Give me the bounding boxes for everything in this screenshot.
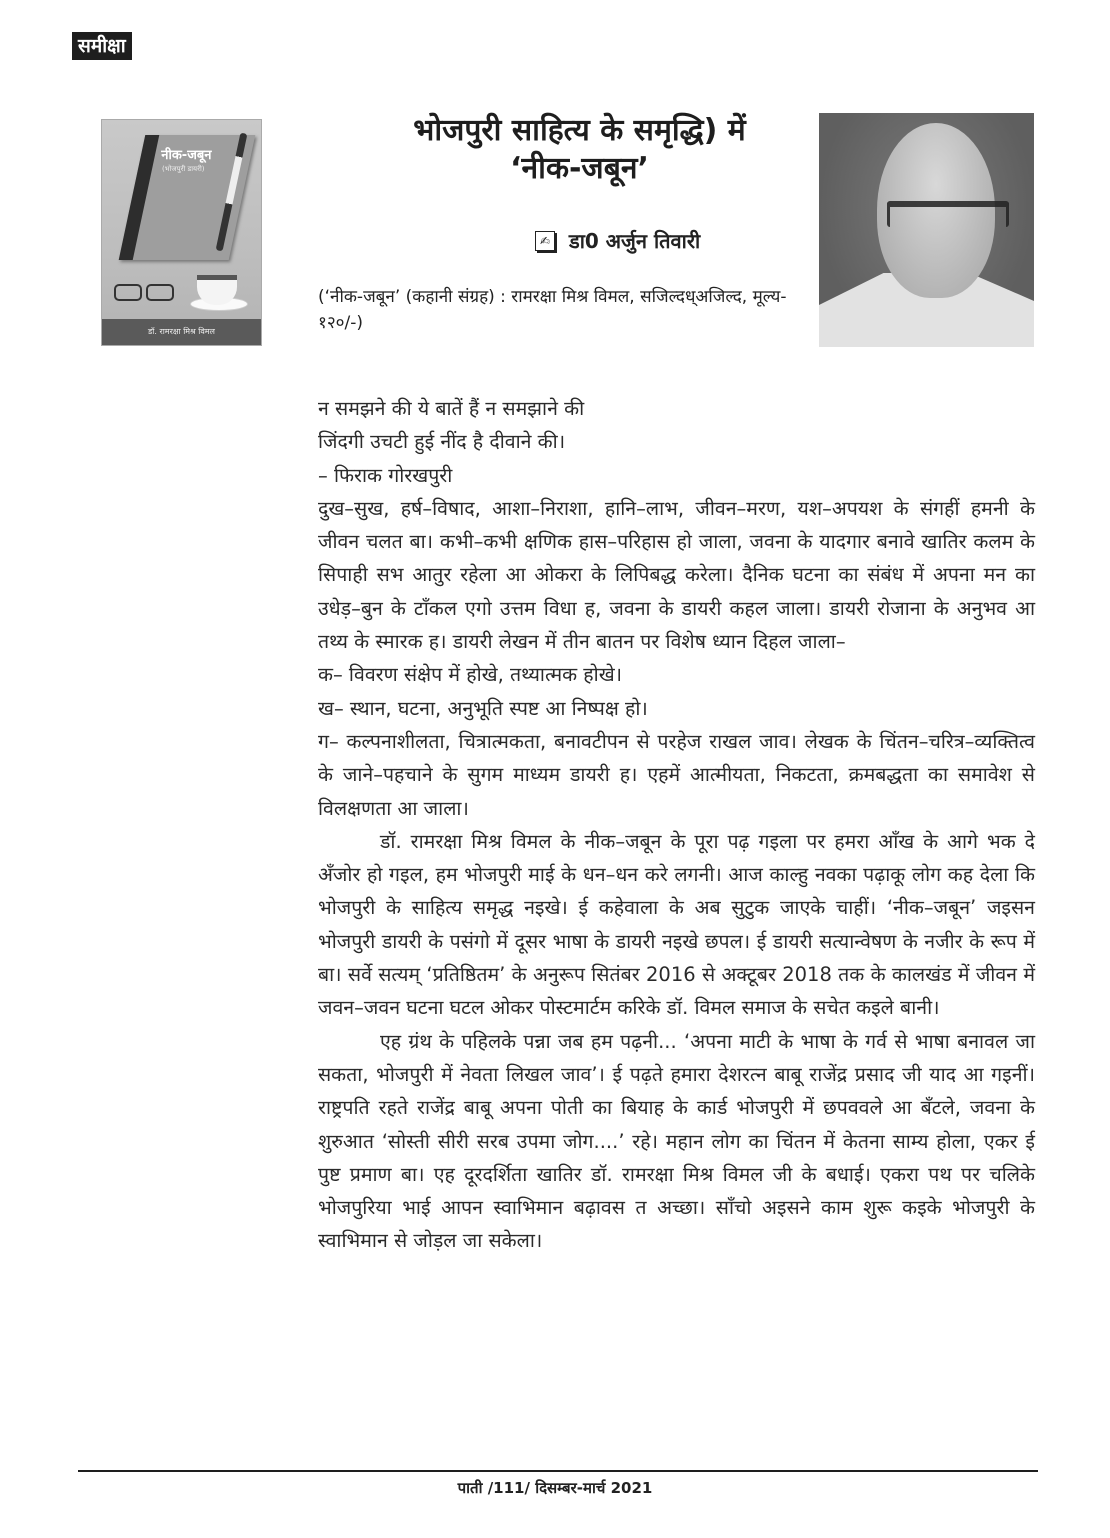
glasses-illustration — [114, 282, 176, 300]
book-cover-subtitle: (भोजपुरी डायरी) — [161, 165, 205, 173]
article-title — [372, 112, 787, 188]
diary-illustration — [119, 135, 256, 260]
paragraph: दुख–सुख, हर्ष–विषाद, आशा–निराशा, हानि–लाभ, जीवन–मरण, यश–अपयश के संगहीं हमनी के जीवन चलत बा। कभी–कभी क्षणिक हास–परिहास हो जाला, जवना के यादगार बनावे खातिर कलम के सिपाही सभ आतुर रहेला आ ओकरा के लिपिबद्ध करेला। दैनिक घटना का संबंध में अपना मन का उधेड़–बुन के टाँकल एगो उत्तम विधा ह, जवना के डायरी कहल जाला। डायरी रोजाना के अनुभव आ तथ्य के स्मारक ह। डायरी लेखन में तीन बातन पर विशेष ध्यान दिहल जाला– — [318, 496, 1035, 654]
book-cover-image — [101, 119, 262, 346]
book-cover-author: डॉ. रामरक्षा मिश्र विमल — [102, 319, 261, 345]
author-photo — [819, 113, 1034, 347]
paragraph: डॉ. रामरक्षा मिश्र विमल के नीक–जबून के पूरा पढ़ गइला पर हमरा आँख के आगे भक दे अँजोर हो गइल, हम भोजपुरी माई के धन–धन करे लगनी। आज काल्हु नवका पढ़ाकू लोग कह देला कि भोजपुरी के साहित्य समृद्ध नइखे। ई कहेवाला के अब सुटुक जाएके चाहीं। ‘नीक–जबून’ जइसन भोजपुरी डायरी के पसंगो में दूसर भाषा के डायरी नइखे छपल। ई डायरी सत्यान्वेषण के नजीर के रूप में बा। सर्वे सत्यम् ‘प्रतिष्ठितम’ के अनुरूप सितंबर 2016 से अक्टूबर 2018 तक के कालखंड में जीवन में जवन–जवन घटना घटल ओकर पोस्टमार्टम करिके डॉ. विमल समाज के सचेत कइले बानी। — [318, 829, 1035, 1020]
book-cover-title: नीक-जबून — [161, 148, 212, 163]
page-footer: पाती /111/ दिसम्बर-मार्च 2021 — [457, 1479, 653, 1497]
quote-line-2: जिंदगी उचटी हुई नींद है दीवाने की। — [318, 430, 566, 454]
list-item-ka: क– विवरण संक्षेप में होखे, तथ्यात्मक होखे। — [318, 663, 623, 687]
paragraph: एह ग्रंथ के पहिलके पन्ना जब हम पढ़नी... ‘अपना माटी के भाषा के गर्व से भाषा बनावल जा सकता, भोजपुरी में नेवता लिखल जाव’। ई पढ़ते हमारा देशरत्न बाबू राजेंद्र प्रसाद जी याद आ गइनीं। राष्ट्रपति रहते राजेंद्र बाबू अपना पोती का बियाह के कार्ड भोजपुरी में छपववले आ बँटले, जवना के शुरुआत ‘सोस्ती सीरी सरब उपमा जोग....’ रहे। महान लोग का चिंतन में केतना साम्य होला, एकर ई पुष्ट प्रमाण बा। एह दूरदर्शिता खातिर डॉ. रामरक्षा मिश्र विमल जी के बधाई। एकरा पथ पर चलिके भोजपुरिया भाई आपन स्वाभिमान बढ़ावस त अच्छा। साँचो अइसने काम शुरू कइके भोजपुरी के स्वाभिमान से जोड़ल जा सकेला। — [318, 1029, 1035, 1253]
quote-attribution: – फिराक गोरखपुरी — [318, 463, 453, 487]
list-item-ga: ग– कल्पनाशीलता, चित्रात्मकता, बनावटीपन से परहेज राखल जाव। लेखक के चिंतन–चरित्र–व्यक्तित्व के जाने–पहचाने के सुगम माध्यम डायरी ह। एहमें आत्मीयता, निकटता, क्रमबद्धता का समावेश से विलक्षणता आ जाला। — [318, 729, 1035, 820]
diary-spine — [119, 135, 160, 260]
article-title-line-2: ‘नीक-जबून’ — [510, 151, 649, 186]
pen-icon: ✍ — [535, 231, 555, 251]
section-tag: समीक्षा — [72, 32, 132, 60]
article-title-line-1: भोजपुरी साहित्य के समृद्धि) में — [413, 113, 746, 148]
footer-divider — [78, 1470, 1038, 1472]
author-name: डा0 अर्जुन तिवारी — [569, 229, 701, 253]
list-item-kha: ख– स्थान, घटना, अनुभूति स्पष्ट आ निष्पक्ष हो। — [318, 696, 648, 720]
book-info: (‘नीक-जबून’ (कहानी संग्रह) : रामरक्षा मिश्र विमल, सजिल्दध्अजिल्द, मूल्य- १२०/-) — [318, 287, 787, 333]
photo-glasses — [887, 201, 1009, 227]
article-body — [318, 392, 1035, 1258]
article-author — [535, 227, 700, 254]
quote-line-1: न समझने की ये बातें हैं न समझाने की — [318, 397, 585, 420]
